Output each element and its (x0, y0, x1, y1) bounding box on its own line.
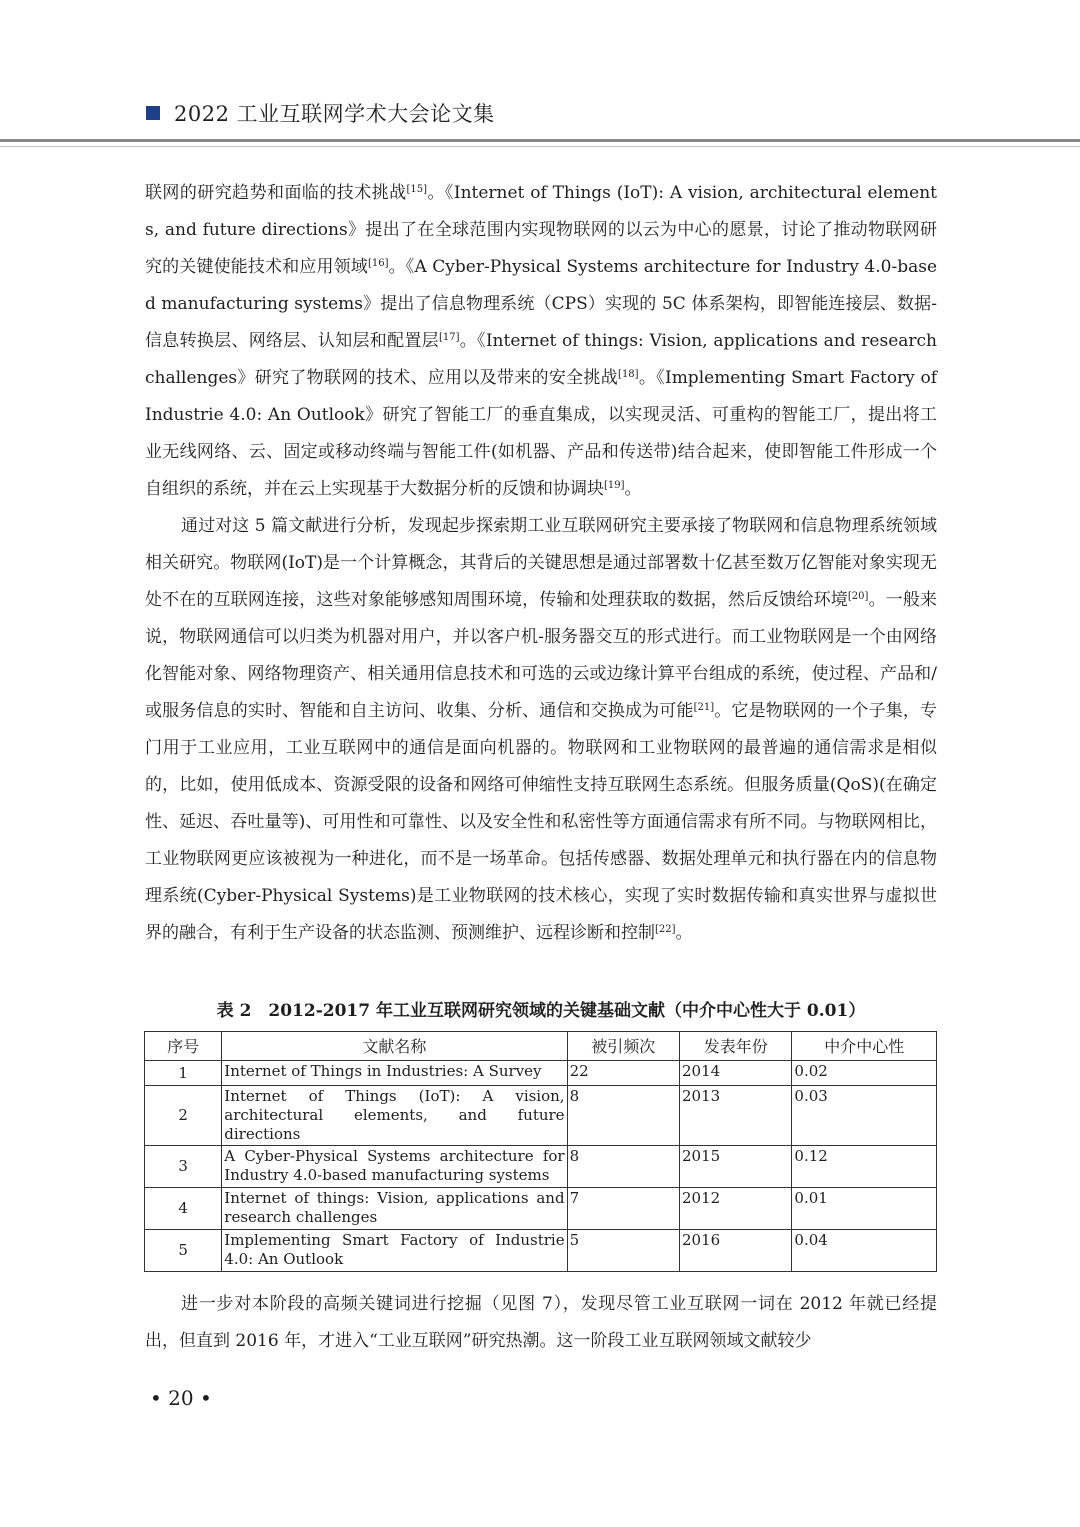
table-header-cell: 中介中心性 (792, 1032, 937, 1061)
citation: [17] (438, 332, 460, 343)
references-table (144, 1031, 937, 1272)
table-header-cell: 发表年份 (680, 1032, 792, 1061)
table-header-cell: 文献名称 (222, 1032, 567, 1061)
paragraph-1: 联网的研究趋势和面临的技术挑战[15]。《Internet of Things (IoT): A vision, architectural elements, and future directions》提出了在全球范围内实现物联网的以云为中心的愿景，讨论了推动物联网研究的关键使能技术和应用领域[16]。《A Cyber-Physical Systems architecture for Industry 4.0-based manufacturing systems》提出了信息物理系统（CPS）实现的 5C 体系架构，即智能连接层、数据-信息转换层、网络层、认知层和配置层[17]。《Internet of things: Vision, applications and research challenges》研究了物联网的技术、应用以及带来的安全挑战[18]。《Implementing Smart Factory of Industrie 4.0: An Outlook》研究了智能工厂的垂直集成，以实现灵活、可重构的智能工厂，提出将工业无线网络、云、固定或移动终端与智能工件(如机器、产品和传送带)结合起来，使即智能工件形成一个自组织的系统，并在云上实现基于大数据分析的反馈和协调块[19]。 (145, 183, 938, 499)
page-number: • 20 • (150, 1386, 212, 1410)
header-rule (0, 139, 1080, 142)
table-header-cell: 被引频次 (567, 1032, 679, 1061)
citation: [16] (367, 258, 389, 269)
paragraph-2: 通过对这 5 篇文献进行分析，发现起步探索期工业互联网研究主要承接了物联网和信息物理系统领域相关研究。物联网(IoT)是一个计算概念，其背后的关键思想是通过部署数十亿甚至数万亿智能对象实现无处不在的互联网连接，这些对象能够感知周围环境，传输和处理获取的数据，然后反馈给环境[20]。一般来说，物联网通信可以归类为机器对用户，并以客户机-服务器交互的形式进行。而工业物联网是一个由网络化智能对象、网络物理资产、相关通用信息技术和可选的云或边缘计算平台组成的系统，使过程、产品和/或服务信息的实时、智能和自主访问、收集、分析、通信和交换成为可能[21]。它是物联网的一个子集，专门用于工业应用，工业互联网中的通信是面向机器的。物联网和工业物联网的最普遍的通信需求是相似的，比如，使用低成本、资源受限的设备和网络可伸缩性支持互联网生态系统。但服务质量(QoS)(在确定性、延迟、吞吐量等)、可用性和可靠性、以及安全性和私密性等方面通信需求有所不同。与物联网相比，工业物联网更应该被视为一种进化，而不是一场革命。包括传感器、数据处理单元和执行器在内的信息物理系统(Cyber-Physical Systems)是工业物联网的技术核心，实现了实时数据传输和真实世界与虚拟世界的融合，有利于生产设备的状态监测、预测维护、远程诊断和控制[22]。 (145, 516, 938, 943)
citation: [19] (604, 480, 625, 491)
citation: [15] (406, 184, 428, 195)
table-caption: 表 2 2012-2017 年工业互联网研究领域的关键基础文献（中介中心性大于 0.01） (216, 1001, 866, 1021)
header-rule-thin (0, 146, 1080, 147)
table-row: 1 Internet of Things in Industries: A Survey 22 2014 0.02 (145, 1061, 937, 1086)
citation: [22] (655, 924, 676, 935)
table-header-cell: 序号 (145, 1032, 222, 1061)
table-row: 2 Internet of Things (IoT): A vision, architectural elements, and future directions 8 2013 0.03 (145, 1086, 937, 1146)
table-row: 4 Internet of things: Vision, applications and research challenges 7 2012 0.01 (145, 1188, 937, 1230)
running-header (146, 98, 495, 128)
table-row: 5 Implementing Smart Factory of Industrie 4.0: An Outlook 5 2016 0.04 (145, 1230, 937, 1272)
header-square-icon (146, 106, 160, 120)
citation: [20] (847, 591, 869, 602)
citation: [18] (618, 369, 639, 380)
paragraph-3: 进一步对本阶段的高频关键词进行挖掘（见图 7），发现尽管工业互联网一词在 2012 年就已经提出，但直到 2016 年，才进入“工业互联网”研究热潮。这一阶段工业互联网领域文献较少 (145, 1294, 937, 1351)
table-row: 3 A Cyber-Physical Systems architecture for Industry 4.0-based manufacturing systems 8 2015 0.12 (145, 1146, 937, 1188)
citation: [21] (693, 702, 715, 713)
header-title: 2022 工业互联网学术大会论文集 (174, 102, 495, 126)
